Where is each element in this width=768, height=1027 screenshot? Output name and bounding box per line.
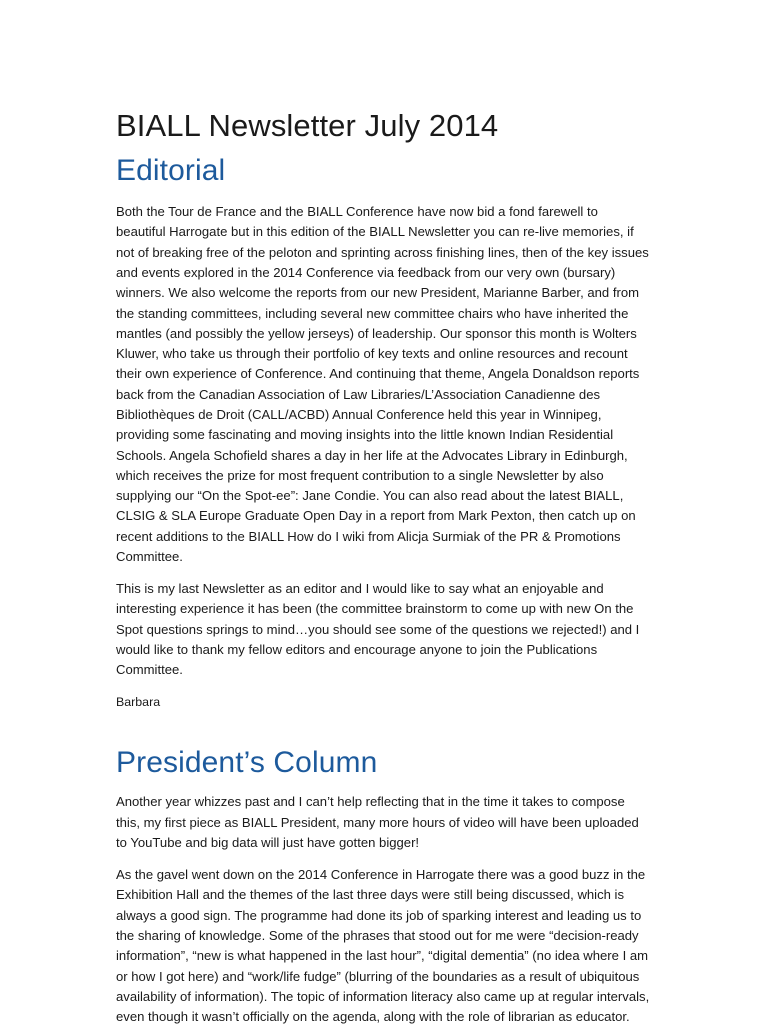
paragraph: Both the Tour de France and the BIALL Conference have now bid a fond farewell to beautiful Harrogate but in this edition of the BIALL Newsletter you can re-live memories, if not of breaking free of the peloton and sprinting across finishing lines, then of the key issues and events explored in the 2014 Conference via feedback from our very own (bursary) winners. We also welcome the reports from our new President, Marianne Barber, and from the standing committees, including several new committee chairs who have inherited the mantles (and possibly the yellow jerseys) of leadership. Our sponsor this month is Wolters Kluwer, who take us through their portfolio of key texts and online resources and recount their own experience of Conference. And continuing that theme, Angela Donaldson reports back from the Canadian Association of Law Libraries/L’Association Canadienne des Bibliothèques de Droit (CALL/ACBD) Annual Conference held this year in Winnipeg, providing some fascinating and moving insights into the little known Indian Residential Schools. Angela Schofield shares a day in her life at the Advocates Library in Edinburgh, which receives the prize for most frequent contribution to a single Newsletter by also supplying our “On the Spot-ee”: Jane Condie. You can also read about the latest BIALL, CLSIG & SLA Europe Graduate Open Day in a report from Mark Pexton, then catch up on recent additions to the BIALL How do I wiki from Alicja Surmiak of the PR & Promotions Committee. [116, 204, 649, 564]
section-heading-presidents-column: President’s Column [116, 745, 378, 779]
section-body-presidents-column [116, 792, 650, 1027]
paragraph: Another year whizzes past and I can’t help reflecting that in the time it takes to compose this, my first piece as BIALL President, many more hours of video will have been uploaded to YouTube and big data will just have gotten bigger! [116, 794, 639, 850]
author-signature: Barbara [116, 694, 161, 709]
paragraph: As the gavel went down on the 2014 Conference in Harrogate there was a good buzz in the Exhibition Hall and the themes of the last three days were still being discussed, which is always a good sign. The programme had done its job of sparking interest and leading us to the sharing of knowledge. Some of the phrases that stood out for me were “decision-ready information”, “new is what happened in the last hour”, “digital dementia” (no idea where I am or how I got here) and “work/life fudge” (blurring of the boundaries as a result of ubiquitous availability of information). The topic of information literacy also came up at regular intervals, even though it wasn’t officially on the agenda, along with the role of librarian as educator. [116, 867, 650, 1025]
section-heading-editorial: Editorial [116, 153, 226, 187]
paragraph: This is my last Newsletter as an editor and I would like to say what an enjoyable and interesting experience it has been (the committee brainstorm to come up with new On the Spot questions springs to mind…you should see some of the questions we rejected!) and I would like to thank my fellow editors and encourage anyone to join the Publications Committee. [116, 581, 640, 678]
document-title: BIALL Newsletter July 2014 [116, 108, 499, 143]
section-body-editorial [116, 202, 650, 712]
